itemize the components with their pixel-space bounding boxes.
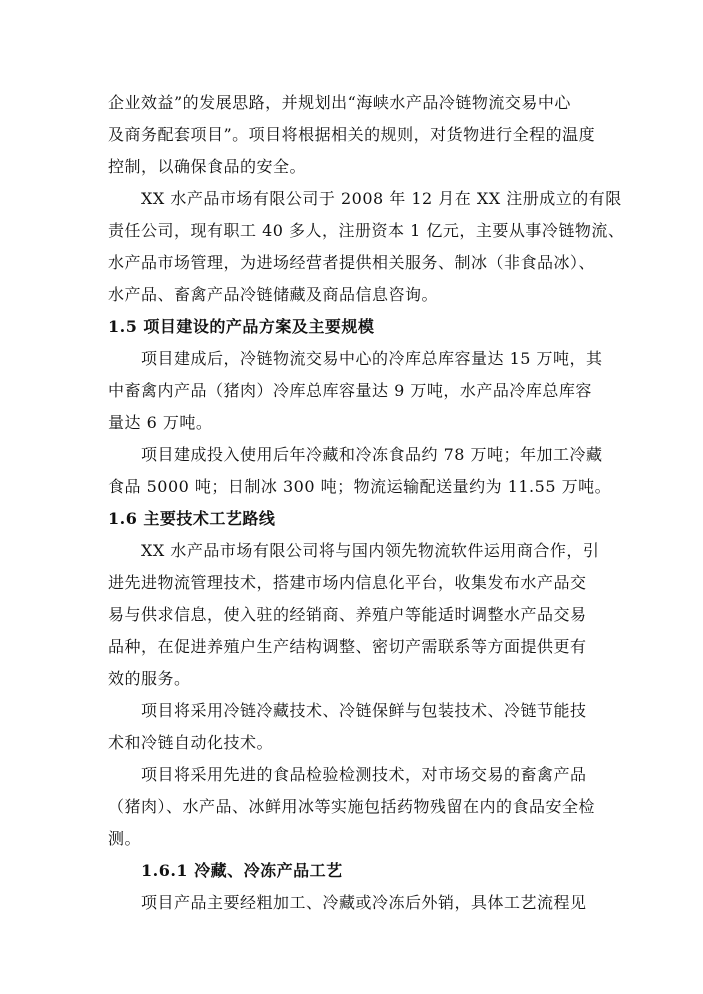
body-line: 企业效益”的发展思路，并规划出“海峡水产品冷链物流交易中心 bbox=[108, 93, 571, 112]
section-heading: 1.6 主要技术工艺路线 bbox=[108, 509, 276, 528]
body-line: 食品 5000 吨；日制冰 300 吨；物流运输配送量约为 11.55 万吨。 bbox=[108, 477, 612, 496]
paragraph-first-line: XX 水产品市场有限公司将与国内领先物流软件运用商合作，引 bbox=[141, 541, 600, 560]
paragraph-first-line: 项目建成投入使用后年冷藏和冷冻食品约 78 万吨；年加工冷藏 bbox=[141, 445, 603, 464]
paragraph-first-line: XX 水产品市场有限公司于 2008 年 12 月在 XX 注册成立的有限 bbox=[141, 189, 622, 208]
paragraph-first-line: 项目建成后，冷链物流交易中心的冷库总库容量达 15 万吨，其 bbox=[141, 349, 603, 368]
body-line: 品种，在促进养殖户生产结构调整、密切产需联系等方面提供更有 bbox=[108, 637, 587, 656]
paragraph-first-line: 项目将采用冷链冷藏技术、冷链保鲜与包装技术、冷链节能技 bbox=[141, 701, 587, 720]
body-line: 中畜禽内产品（猪肉）冷库总库容量达 9 万吨，水产品冷库总库容 bbox=[108, 381, 592, 400]
body-line: 易与供求信息，使入驻的经销商、养殖户等能适时调整水产品交易 bbox=[108, 605, 587, 624]
body-line: 水产品、畜禽产品冷链储藏及商品信息咨询。 bbox=[108, 285, 439, 304]
body-line: 责任公司，现有职工 40 多人，注册资本 1 亿元，主要从事冷链物流、 bbox=[108, 221, 625, 240]
body-line: 测。 bbox=[108, 829, 142, 848]
body-line: 水产品市场管理，为进场经营者提供相关服务、制冰（非食品冰）、 bbox=[108, 253, 596, 272]
paragraph-first-line: 项目产品主要经粗加工、冷藏或冷冻后外销，具体工艺流程见 bbox=[141, 893, 587, 912]
body-line: 效的服务。 bbox=[108, 669, 191, 688]
body-line: 控制，以确保食品的安全。 bbox=[108, 157, 307, 176]
paragraph-first-line: 项目将采用先进的食品检验检测技术，对市场交易的畜禽产品 bbox=[141, 765, 587, 784]
section-heading: 1.5 项目建设的产品方案及主要规模 bbox=[108, 317, 375, 336]
body-line: 量达 6 万吨。 bbox=[108, 413, 213, 432]
subsection-heading: 1.6.1 冷藏、冷冻产品工艺 bbox=[141, 861, 343, 880]
body-line: 术和冷链自动化技术。 bbox=[108, 733, 274, 752]
body-line: （猪肉）、水产品、冰鲜用冰等实施包括药物残留在内的食品安全检 bbox=[108, 797, 596, 816]
body-line: 进先进物流管理技术，搭建市场内信息化平台，收集发布水产品交 bbox=[108, 573, 587, 592]
body-line: 及商务配套项目”。项目将根据相关的规则，对货物进行全程的温度 bbox=[108, 125, 596, 144]
